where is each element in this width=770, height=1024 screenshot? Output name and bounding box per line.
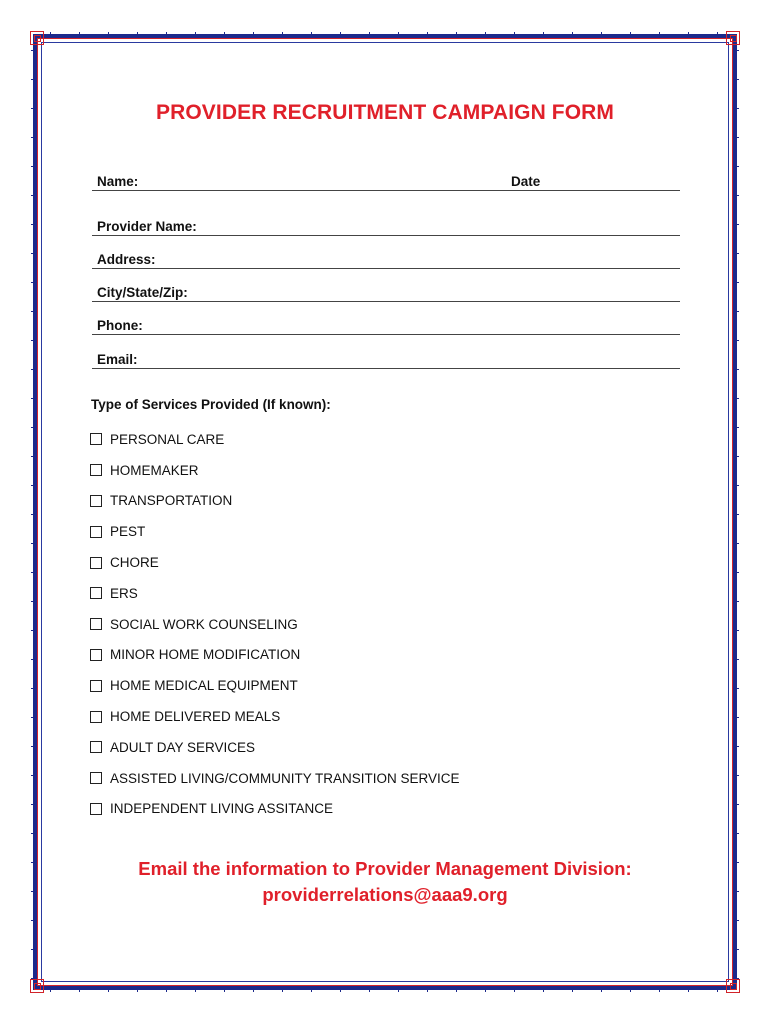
border-tick [735, 311, 739, 312]
email-field[interactable] [92, 350, 680, 369]
border-tick [369, 988, 370, 992]
border-tick [79, 32, 80, 36]
service-label: SOCIAL WORK COUNSELING [110, 616, 298, 632]
form-title: PROVIDER RECRUITMENT CAMPAIGN FORM [155, 101, 614, 124]
service-label: INDEPENDENT LIVING ASSITANCE [110, 801, 334, 817]
border-tick [31, 746, 35, 747]
services-checklist [90, 424, 460, 824]
service-option[interactable] [90, 424, 460, 455]
border-tick [50, 988, 51, 992]
border-tick [31, 920, 35, 921]
border-tick [735, 630, 739, 631]
border-tick [31, 717, 35, 718]
checkbox[interactable] [90, 557, 102, 569]
border-tick [717, 32, 718, 36]
provider-name-label: Provider Name: [97, 219, 197, 234]
border-tick [735, 224, 739, 225]
border-tick [79, 988, 80, 992]
border-tick [735, 775, 739, 776]
service-option[interactable] [90, 640, 460, 671]
border-tick [166, 988, 167, 992]
border-tick [282, 32, 283, 36]
date-label: Date [511, 174, 541, 189]
border-tick [31, 949, 35, 950]
corner-ornament-bottom-left [30, 979, 44, 993]
service-option[interactable] [90, 794, 460, 825]
border-tick [31, 224, 35, 225]
border-tick [31, 978, 35, 979]
border-tick [31, 311, 35, 312]
border-tick [311, 32, 312, 36]
phone-label: Phone: [97, 318, 143, 333]
border-tick [31, 137, 35, 138]
border-tick [340, 988, 341, 992]
border-tick [735, 543, 739, 544]
border-tick [369, 32, 370, 36]
border-tick [31, 659, 35, 660]
border-tick [50, 32, 51, 36]
date-field[interactable] [508, 172, 680, 191]
checkbox[interactable] [90, 741, 102, 753]
border-tick [31, 456, 35, 457]
border-tick [282, 988, 283, 992]
border-tick [735, 978, 739, 979]
border-tick [659, 988, 660, 992]
email-label: Email: [97, 352, 138, 367]
border-tick [735, 485, 739, 486]
checkbox[interactable] [90, 803, 102, 815]
border-tick [31, 398, 35, 399]
border-tick [31, 195, 35, 196]
border-tick [108, 32, 109, 36]
border-tick [253, 32, 254, 36]
border-tick [601, 32, 602, 36]
footer-email[interactable]: providerrelations@aaa9.org [262, 884, 508, 905]
border-tick [514, 988, 515, 992]
border-tick [735, 746, 739, 747]
border-tick [735, 137, 739, 138]
border-tick [31, 775, 35, 776]
footer-instruction: Email the information to Provider Management Division: [138, 858, 632, 879]
border-tick [735, 833, 739, 834]
service-option[interactable] [90, 547, 460, 578]
border-tick [108, 988, 109, 992]
service-label: ADULT DAY SERVICES [110, 739, 256, 755]
border-tick [735, 398, 739, 399]
border-tick [735, 282, 739, 283]
border-tick [485, 988, 486, 992]
checkbox[interactable] [90, 433, 102, 445]
service-option[interactable] [90, 486, 460, 517]
border-tick [31, 543, 35, 544]
border-tick [630, 32, 631, 36]
border-tick [735, 601, 739, 602]
service-label: HOMEMAKER [110, 462, 199, 478]
border-tick [688, 32, 689, 36]
border-tick [427, 32, 428, 36]
border-tick [311, 988, 312, 992]
border-tick [735, 659, 739, 660]
border-tick [514, 32, 515, 36]
phone-field[interactable] [92, 316, 680, 335]
service-label: CHORE [110, 555, 159, 571]
service-option[interactable] [90, 670, 460, 701]
service-label: ASSISTED LIVING/COMMUNITY TRANSITION SERVICE [110, 770, 460, 786]
border-tick [31, 166, 35, 167]
checkbox[interactable] [90, 526, 102, 538]
border-tick [31, 804, 35, 805]
border-tick [735, 195, 739, 196]
border-tick [31, 282, 35, 283]
border-tick [224, 32, 225, 36]
service-label: TRANSPORTATION [110, 493, 233, 509]
border-tick [735, 79, 739, 80]
border-tick [253, 988, 254, 992]
border-tick [735, 688, 739, 689]
border-tick [398, 32, 399, 36]
address-field[interactable] [92, 250, 680, 269]
border-tick [735, 717, 739, 718]
border-tick [735, 253, 739, 254]
service-option[interactable] [90, 609, 460, 640]
border-tick [735, 50, 739, 51]
border-tick [735, 427, 739, 428]
checkbox[interactable] [90, 464, 102, 476]
name-label: Name: [97, 174, 139, 189]
border-tick [735, 920, 739, 921]
border-tick [572, 32, 573, 36]
service-label: PEST [110, 524, 146, 540]
checkbox[interactable] [90, 495, 102, 507]
border-tick [717, 988, 718, 992]
border-tick [735, 456, 739, 457]
border-tick [31, 427, 35, 428]
service-option[interactable] [90, 732, 460, 763]
border-tick [735, 949, 739, 950]
checkbox[interactable] [90, 680, 102, 692]
border-tick [735, 166, 739, 167]
border-tick [31, 630, 35, 631]
service-label: MINOR HOME MODIFICATION [110, 647, 301, 663]
border-tick [31, 601, 35, 602]
corner-ornament-top-right [726, 31, 740, 45]
border-tick [735, 514, 739, 515]
service-label: PERSONAL CARE [110, 431, 225, 447]
service-label: HOME DELIVERED MEALS [110, 709, 281, 725]
border-tick [137, 32, 138, 36]
checkbox[interactable] [90, 711, 102, 723]
services-heading: Type of Services Provided (If known): [91, 397, 331, 412]
border-tick [31, 369, 35, 370]
border-tick [572, 988, 573, 992]
border-tick [31, 485, 35, 486]
border-tick [456, 32, 457, 36]
corner-ornament-top-left [30, 31, 44, 45]
city-state-zip-field[interactable] [92, 283, 680, 302]
service-option[interactable] [90, 516, 460, 547]
checkbox[interactable] [90, 618, 102, 630]
border-tick [735, 804, 739, 805]
border-tick [735, 369, 739, 370]
border-tick [688, 988, 689, 992]
border-tick [543, 32, 544, 36]
service-label: ERS [110, 585, 138, 601]
border-tick [735, 340, 739, 341]
checkbox[interactable] [90, 587, 102, 599]
service-option[interactable] [90, 701, 460, 732]
checkbox[interactable] [90, 772, 102, 784]
border-tick [31, 833, 35, 834]
border-tick [485, 32, 486, 36]
border-tick [195, 32, 196, 36]
border-tick [543, 988, 544, 992]
provider-name-field[interactable] [92, 217, 680, 236]
checkbox[interactable] [90, 649, 102, 661]
border-tick [601, 988, 602, 992]
service-label: HOME MEDICAL EQUIPMENT [110, 678, 298, 694]
border-tick [31, 572, 35, 573]
border-tick [31, 79, 35, 80]
service-option[interactable] [90, 578, 460, 609]
border-tick [31, 50, 35, 51]
corner-ornament-bottom-right [726, 979, 740, 993]
border-tick [224, 988, 225, 992]
border-tick [659, 32, 660, 36]
border-tick [195, 988, 196, 992]
border-tick [340, 32, 341, 36]
name-field[interactable] [92, 172, 508, 191]
border-tick [31, 688, 35, 689]
border-tick [456, 988, 457, 992]
border-tick [630, 988, 631, 992]
service-option[interactable] [90, 455, 460, 486]
border-tick [31, 253, 35, 254]
border-tick [31, 340, 35, 341]
border-tick [166, 32, 167, 36]
border-tick [137, 988, 138, 992]
border-tick [735, 572, 739, 573]
address-label: Address: [97, 252, 156, 267]
service-option[interactable] [90, 763, 460, 794]
city-state-zip-label: City/State/Zip: [97, 285, 188, 300]
border-tick [31, 514, 35, 515]
border-tick [427, 988, 428, 992]
border-tick [398, 988, 399, 992]
